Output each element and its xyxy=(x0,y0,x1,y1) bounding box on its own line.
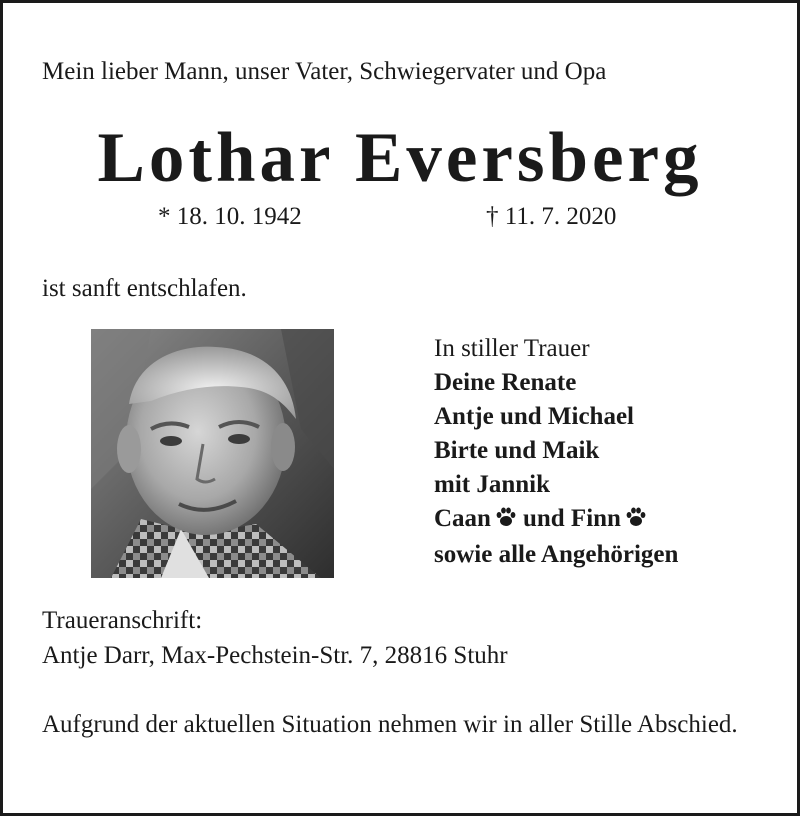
passing-text: ist sanft entschlafen. xyxy=(42,275,247,302)
mourner-antje-michael: Antje und Michael xyxy=(434,403,634,430)
pet-finn: und Finn xyxy=(522,505,621,532)
mourners-list xyxy=(434,332,678,572)
portrait-photo xyxy=(91,329,334,578)
birth-date: * 18. 10. 1942 xyxy=(158,203,302,230)
paw-icon xyxy=(625,504,647,538)
mourner-jannik: mit Jannik xyxy=(434,471,551,498)
mourner-birte-maik: Birte und Maik xyxy=(434,437,600,464)
address-label: Traueranschrift: xyxy=(42,607,203,634)
mourner-pets xyxy=(434,502,678,538)
address-value: Antje Darr, Max-Pechstein-Str. 7, 28816 Stuhr xyxy=(42,642,508,669)
mourners-heading: In stiller Trauer xyxy=(434,335,590,362)
intro-text: Mein lieber Mann, unser Vater, Schwiegervater und Opa xyxy=(42,58,607,85)
paw-icon xyxy=(495,504,517,538)
mourner-relatives: sowie alle Angehörigen xyxy=(434,541,679,568)
pet-caan: Caan xyxy=(434,505,491,532)
closing-note: Aufgrund der aktuellen Situation nehmen wir in aller Stille Abschied. xyxy=(42,711,738,738)
death-date: † 11. 7. 2020 xyxy=(486,203,617,230)
mourner-renate: Deine Renate xyxy=(434,369,577,396)
deceased-name: Lothar Eversberg xyxy=(97,119,703,197)
